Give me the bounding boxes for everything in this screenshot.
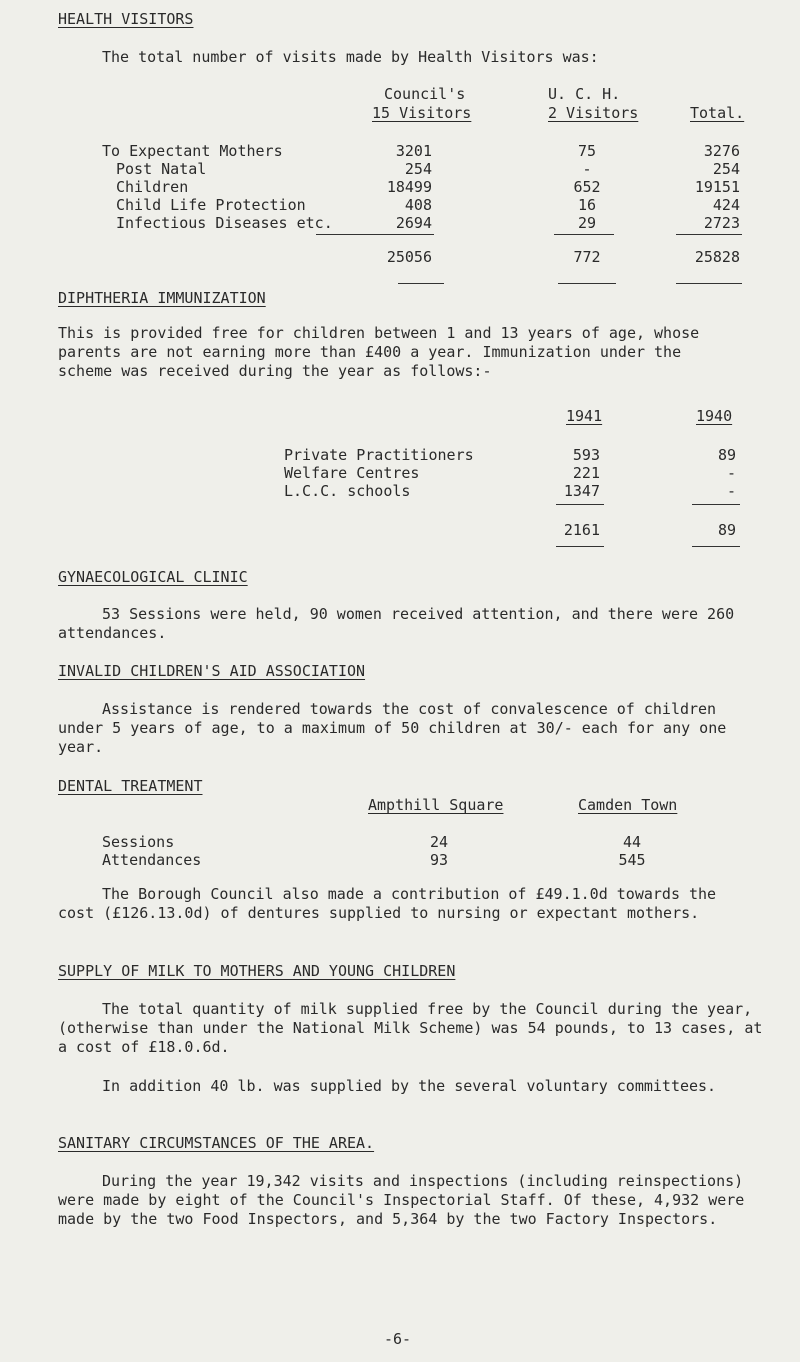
row-label: Infectious Diseases etc. <box>116 214 333 232</box>
subtotal-rule <box>316 234 434 235</box>
milk-heading: SUPPLY OF MILK TO MOTHERS AND YOUNG CHILDREN <box>58 962 456 980</box>
subtotal-rule <box>692 504 740 505</box>
cell-uch: 75 <box>577 142 597 160</box>
total-total: 25828 <box>694 248 740 266</box>
col-uch-header-2: 2 Visitors <box>548 104 639 122</box>
total-rule <box>676 283 742 284</box>
cell-council: 2694 <box>395 214 432 232</box>
col-1940-header: 1940 <box>696 407 733 425</box>
cell-council: 408 <box>404 196 432 214</box>
cell-uch: 16 <box>577 196 597 214</box>
cell-uch: - <box>582 160 592 178</box>
gynaecological-paragraph: 53 Sessions were held, 90 women received attention, and there were 260 attendances. <box>58 605 735 642</box>
invalid-children-heading: INVALID CHILDREN'S AID ASSOCIATION <box>58 662 366 680</box>
col-ampthill-header: Ampthill Square <box>368 796 504 814</box>
gynaecological-heading: GYNAECOLOGICAL CLINIC <box>58 568 248 586</box>
row-label: Children <box>116 178 189 196</box>
health-visitors-heading: HEALTH VISITORS <box>58 10 194 28</box>
cell-council: 3201 <box>395 142 432 160</box>
total-rule <box>398 283 444 284</box>
cell-1941: 593 <box>572 446 600 464</box>
dental-heading: DENTAL TREATMENT <box>58 777 203 795</box>
total-rule <box>558 283 616 284</box>
col-total-header: Total. <box>690 104 745 122</box>
cell-total: 2723 <box>703 214 740 232</box>
col-councils-header-2: 15 Visitors <box>372 104 472 122</box>
milk-paragraph-1: The total quantity of milk supplied free by the Council during the year, (otherwise than under the National Milk Scheme) was 54 pounds, to 13 cases, at a cost of £18.0.6d. <box>58 1000 763 1056</box>
cell-camden: 44 <box>622 833 642 851</box>
row-label: Post Natal <box>116 160 207 178</box>
cell-1940: - <box>726 464 736 482</box>
total-1940: 89 <box>717 521 736 539</box>
col-uch-header-1: U. C. H. <box>548 85 621 103</box>
row-label: Child Life Protection <box>116 196 306 214</box>
subtotal-rule <box>554 234 614 235</box>
row-label: Sessions <box>102 833 175 851</box>
col-councils-header-1: Council's <box>384 85 466 103</box>
row-label: Attendances <box>102 851 202 869</box>
cell-total: 424 <box>712 196 740 214</box>
dental-paragraph: The Borough Council also made a contribution of £49.1.0d towards the cost (£126.13.0d) of dentures supplied to nursing or expectant mothers. <box>58 885 717 922</box>
row-label: L.C.C. schools <box>284 482 411 500</box>
page-number: -6- <box>384 1330 412 1348</box>
cell-council: 254 <box>404 160 432 178</box>
cell-total: 3276 <box>703 142 740 160</box>
subtotal-rule <box>676 234 742 235</box>
cell-total: 19151 <box>694 178 740 196</box>
cell-1940: - <box>726 482 736 500</box>
col-camden-header: Camden Town <box>578 796 678 814</box>
col-1941-header: 1941 <box>566 407 603 425</box>
total-uch: 772 <box>573 248 601 266</box>
sanitary-paragraph: During the year 19,342 visits and inspections (including reinspections) were made by eight of the Council's Inspectorial Staff. Of these, 4,932 were made by the two Food Inspectors, and 5,364 by the two Factory Inspectors. <box>58 1172 745 1228</box>
total-rule <box>556 546 604 547</box>
health-visitors-intro: The total number of visits made by Health Visitors was: <box>102 48 599 66</box>
invalid-children-paragraph: Assistance is rendered towards the cost of convalescence of children under 5 years of age, to a maximum of 50 children at 30/- each for any one year. <box>58 700 727 756</box>
row-label: Welfare Centres <box>284 464 420 482</box>
cell-total: 254 <box>712 160 740 178</box>
cell-uch: 29 <box>577 214 597 232</box>
diphtheria-heading: DIPHTHERIA IMMUNIZATION <box>58 289 266 307</box>
cell-council: 18499 <box>386 178 432 196</box>
diphtheria-paragraph: This is provided free for children between 1 and 13 years of age, whose parents are not earning more than £400 a year. Immunization under the scheme was received during the year as follows:- <box>58 324 700 380</box>
sanitary-heading: SANITARY CIRCUMSTANCES OF THE AREA. <box>58 1134 375 1152</box>
cell-1940: 89 <box>717 446 736 464</box>
cell-1941: 1347 <box>563 482 600 500</box>
cell-uch: 652 <box>573 178 601 196</box>
cell-ampthill: 24 <box>429 833 449 851</box>
cell-1941: 221 <box>572 464 600 482</box>
cell-camden: 545 <box>618 851 646 869</box>
milk-paragraph-2: In addition 40 lb. was supplied by the several voluntary committees. <box>102 1077 717 1095</box>
row-label: To Expectant Mothers <box>102 142 283 160</box>
total-rule <box>692 546 740 547</box>
row-label: Private Practitioners <box>284 446 474 464</box>
subtotal-rule <box>556 504 604 505</box>
cell-ampthill: 93 <box>429 851 449 869</box>
total-council: 25056 <box>386 248 432 266</box>
total-1941: 2161 <box>563 521 600 539</box>
